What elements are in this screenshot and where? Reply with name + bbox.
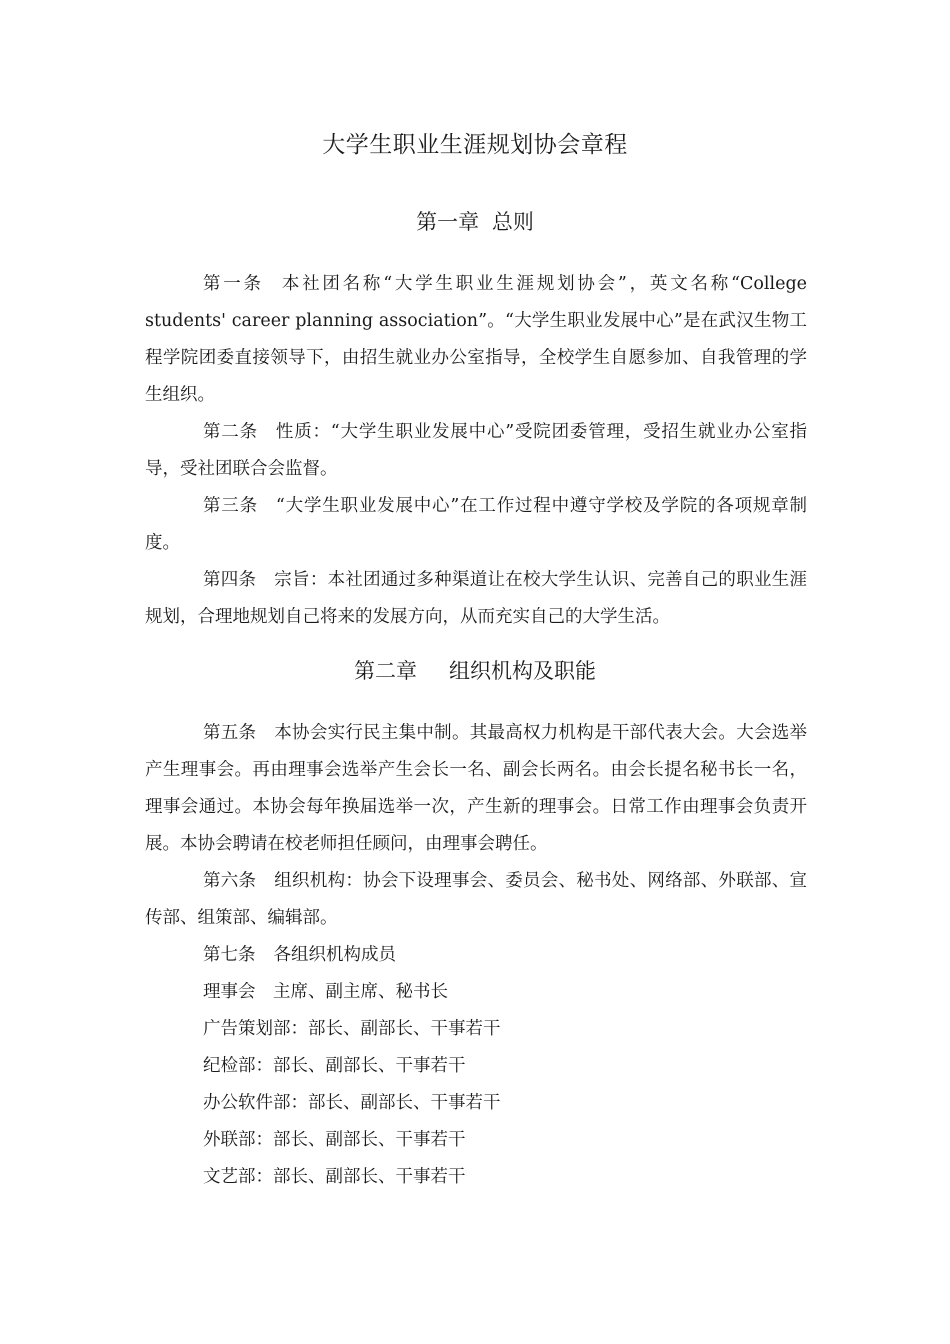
article-2-text: 性质：“大学生职业发展中心”受院团委管理，受招生就业办公室指导，受社团联合会监督。 (145, 422, 807, 479)
member-line: 广告策划部：部长、副部长、干事若干 (203, 1019, 501, 1039)
document-title: 大学生职业生涯规划协会章程 (322, 132, 628, 158)
article-7-number: 第七条 (203, 945, 256, 965)
member-line: 办公软件部：部长、副部长、干事若干 (203, 1093, 501, 1113)
member-line: 纪检部：部长、副部长、干事若干 (203, 1056, 466, 1076)
article-1-text: 本社团名称“大学生职业生涯规划协会”，英文名称“College students' career planning association”。“大学生职业发展中心”是在武汉生物工程学院团委直接领导下，由招生就业办公室指导，全校学生自愿参加、自我管理的学生组织。 (145, 274, 808, 405)
chapter-2-body (145, 715, 807, 1196)
article-1-number: 第一条 (203, 274, 264, 294)
article-2-number: 第二条 (203, 422, 258, 442)
chapter-1-title: 总则 (491, 210, 534, 234)
article-2 (145, 414, 807, 488)
article-3-text: “大学生职业发展中心”在工作过程中遵守学校及学院的各项规章制度。 (145, 496, 807, 553)
chapter-1-body (145, 266, 807, 636)
article-6-text: 组织机构：协会下设理事会、委员会、秘书处、网络部、外联部、宣传部、组策部、编辑部。 (145, 871, 807, 928)
chapter-2-heading (0, 656, 950, 686)
article-4-text: 宗旨：本社团通过多种渠道让在校大学生认识、完善自己的职业生涯规划，合理地规划自己将来的发展方向，从而充实自己的大学生活。 (145, 570, 807, 627)
article-6 (145, 863, 807, 937)
article-6-number: 第六条 (203, 871, 257, 891)
article-4-number: 第四条 (203, 570, 257, 590)
article-7-text: 各组织机构成员 (273, 945, 396, 965)
article-3-number: 第三条 (203, 496, 258, 516)
chapter-2-number: 第二章 (354, 659, 417, 683)
article-5-number: 第五条 (203, 723, 257, 743)
article-5-text: 本协会实行民主集中制。其最高权力机构是干部代表大会。大会选举产生理事会。再由理事会选举产生会长一名、副会长两名。由会长提名秘书长一名，理事会通过。本协会每年换届选举一次，产生新的理事会。日常工作由理事会负责开展。本协会聘请在校老师担任顾问，由理事会聘任。 (145, 723, 807, 854)
member-line: 理事会 主席、副主席、秘书长 (203, 982, 448, 1002)
chapter-2-title: 组织机构及职能 (449, 659, 596, 683)
member-line: 外联部：部长、副部长、干事若干 (203, 1130, 466, 1150)
article-4 (145, 562, 807, 636)
article-5 (145, 715, 807, 863)
member-line: 文艺部：部长、副部长、干事若干 (203, 1167, 466, 1187)
article-3 (145, 488, 807, 562)
article-1 (145, 266, 807, 414)
chapter-1-heading (0, 207, 950, 237)
chapter-1-number: 第一章 (416, 210, 480, 234)
article-7 (145, 937, 807, 974)
